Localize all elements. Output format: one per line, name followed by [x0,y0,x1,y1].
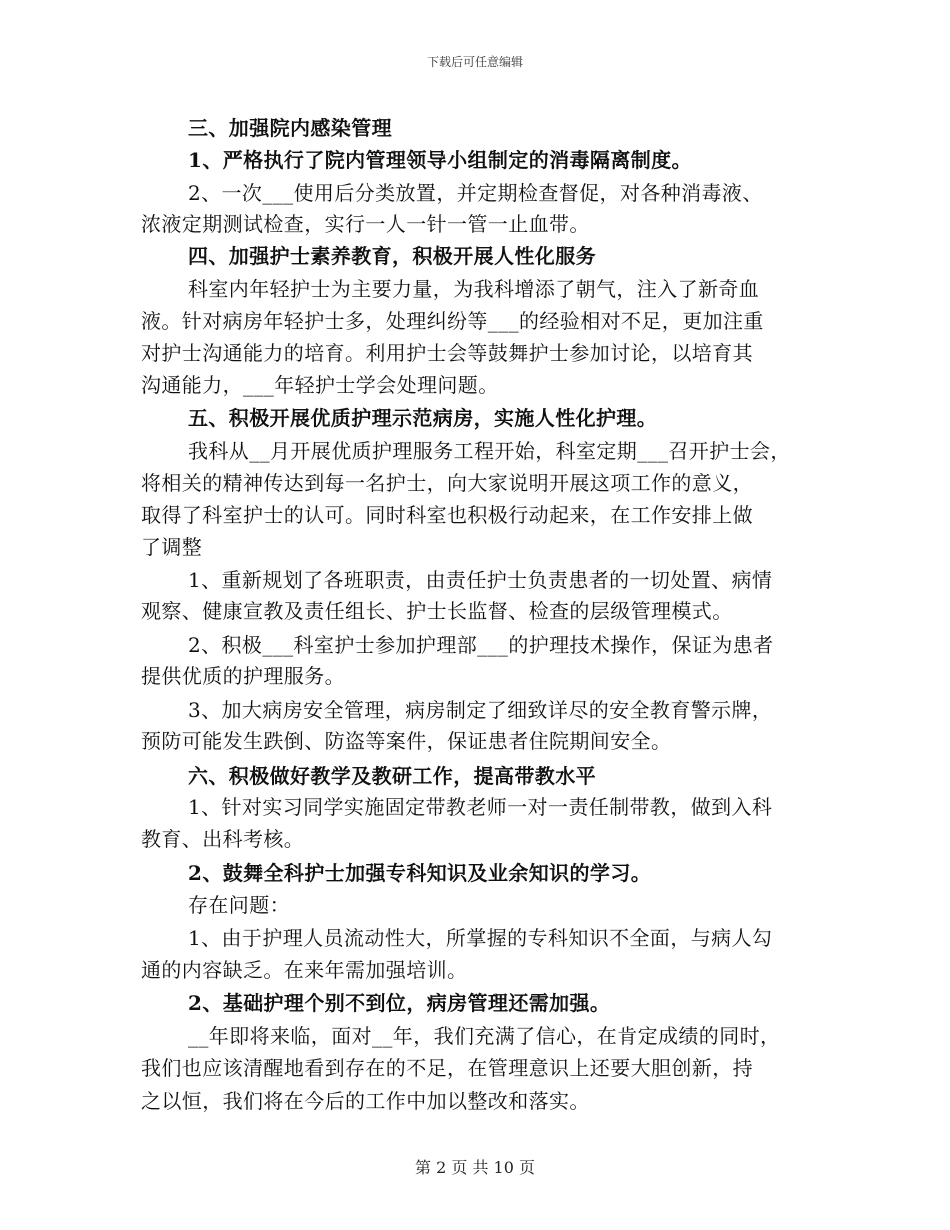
paragraph-line: 1、重新规划了各班职责，由责任护士负责患者的一切处置、病情 [188,568,773,592]
page-header: 下载后可任意编辑 [426,55,523,69]
paragraph-line: 液。针对病房年轻护士多，处理纠纷等___的经验相对不足，更加注重 [141,309,764,333]
paragraph-line: 取得了科室护士的认可。同时科室也积极行动起来，在工作安排上做 [141,503,753,527]
paragraph-line: 将相关的精神传达到每一名护士，向大家说明开展这项工作的意义， [141,471,753,495]
paragraph-line: 2、一次___使用后分类放置，并定期检查督促，对各种消毒液、 [188,181,763,205]
paragraph-line: 浓液定期测试检查，实行一人一针一管一止血带。 [141,212,590,236]
paragraph-line: 存在问题： [188,893,290,917]
paragraph-line: 2、积极___科室护士参加护理部___的护理技术操作，保证为患者 [188,633,774,657]
paragraph-line: 教育、出科考核。 [141,827,305,851]
section-heading: 三、加强院内感染管理 [188,116,392,140]
section-heading: 六、积极做好教学及教研工作，提高带教水平 [188,764,596,788]
section-heading: 2、鼓舞全科护士加强专科知识及业余知识的学习。 [188,861,652,885]
section-heading: 四、加强护士素养教育，积极开展人性化服务 [188,244,596,268]
page-footer: 第 2 页 共 10 页 [415,1158,535,1177]
paragraph-line: 3、加大病房安全管理，病房制定了细致详尽的安全教育警示牌， [188,698,773,722]
paragraph-line: 对护士沟通能力的培育。利用护士会等鼓舞护士参加讨论，以培育其 [141,341,753,365]
paragraph-line: __年即将来临，面对__年，我们充满了信心，在肯定成绩的同时， [188,1024,781,1048]
paragraph-line: 了调整 [141,535,203,559]
section-heading: 2、基础护理个别不到位，病房管理还需加强。 [188,991,611,1015]
section-heading: 五、积极开展优质护理示范病房，实施人性化护理。 [188,406,658,430]
paragraph-line: 提供优质的护理服务。 [141,664,345,688]
paragraph-line: 通的内容缺乏。在来年需加强培训。 [141,958,468,982]
paragraph-line: 预防可能发生跌倒、防盗等案件，保证患者住院期间安全。 [141,729,672,753]
paragraph-line: 观察、健康宣教及责任组长、护士长监督、检查的层级管理模式。 [141,599,733,623]
paragraph-line: 我们也应该清醒地看到存在的不足，在管理意识上还要大胆创新，持 [141,1056,753,1080]
paragraph-line: 我科从__月开展优质护理服务工程开始，科室定期___召开护士会， [188,439,791,463]
paragraph-line: 1、针对实习同学实施固定带教老师一对一责任制带教，做到入科 [188,795,773,819]
paragraph-line: 1、由于护理人员流动性大，所掌握的专科知识不全面，与病人勾 [188,926,773,950]
paragraph-line: 科室内年轻护士为主要力量，为我科增添了朝气，注入了新奇血 [188,277,760,301]
paragraph-line: 沟通能力，___年轻护士学会处理问题。 [141,373,499,397]
paragraph-line: 之以恒，我们将在今后的工作中加以整改和落实。 [141,1089,590,1113]
section-heading: 1、严格执行了院内管理领导小组制定的消毒隔离制度。 [188,148,692,172]
